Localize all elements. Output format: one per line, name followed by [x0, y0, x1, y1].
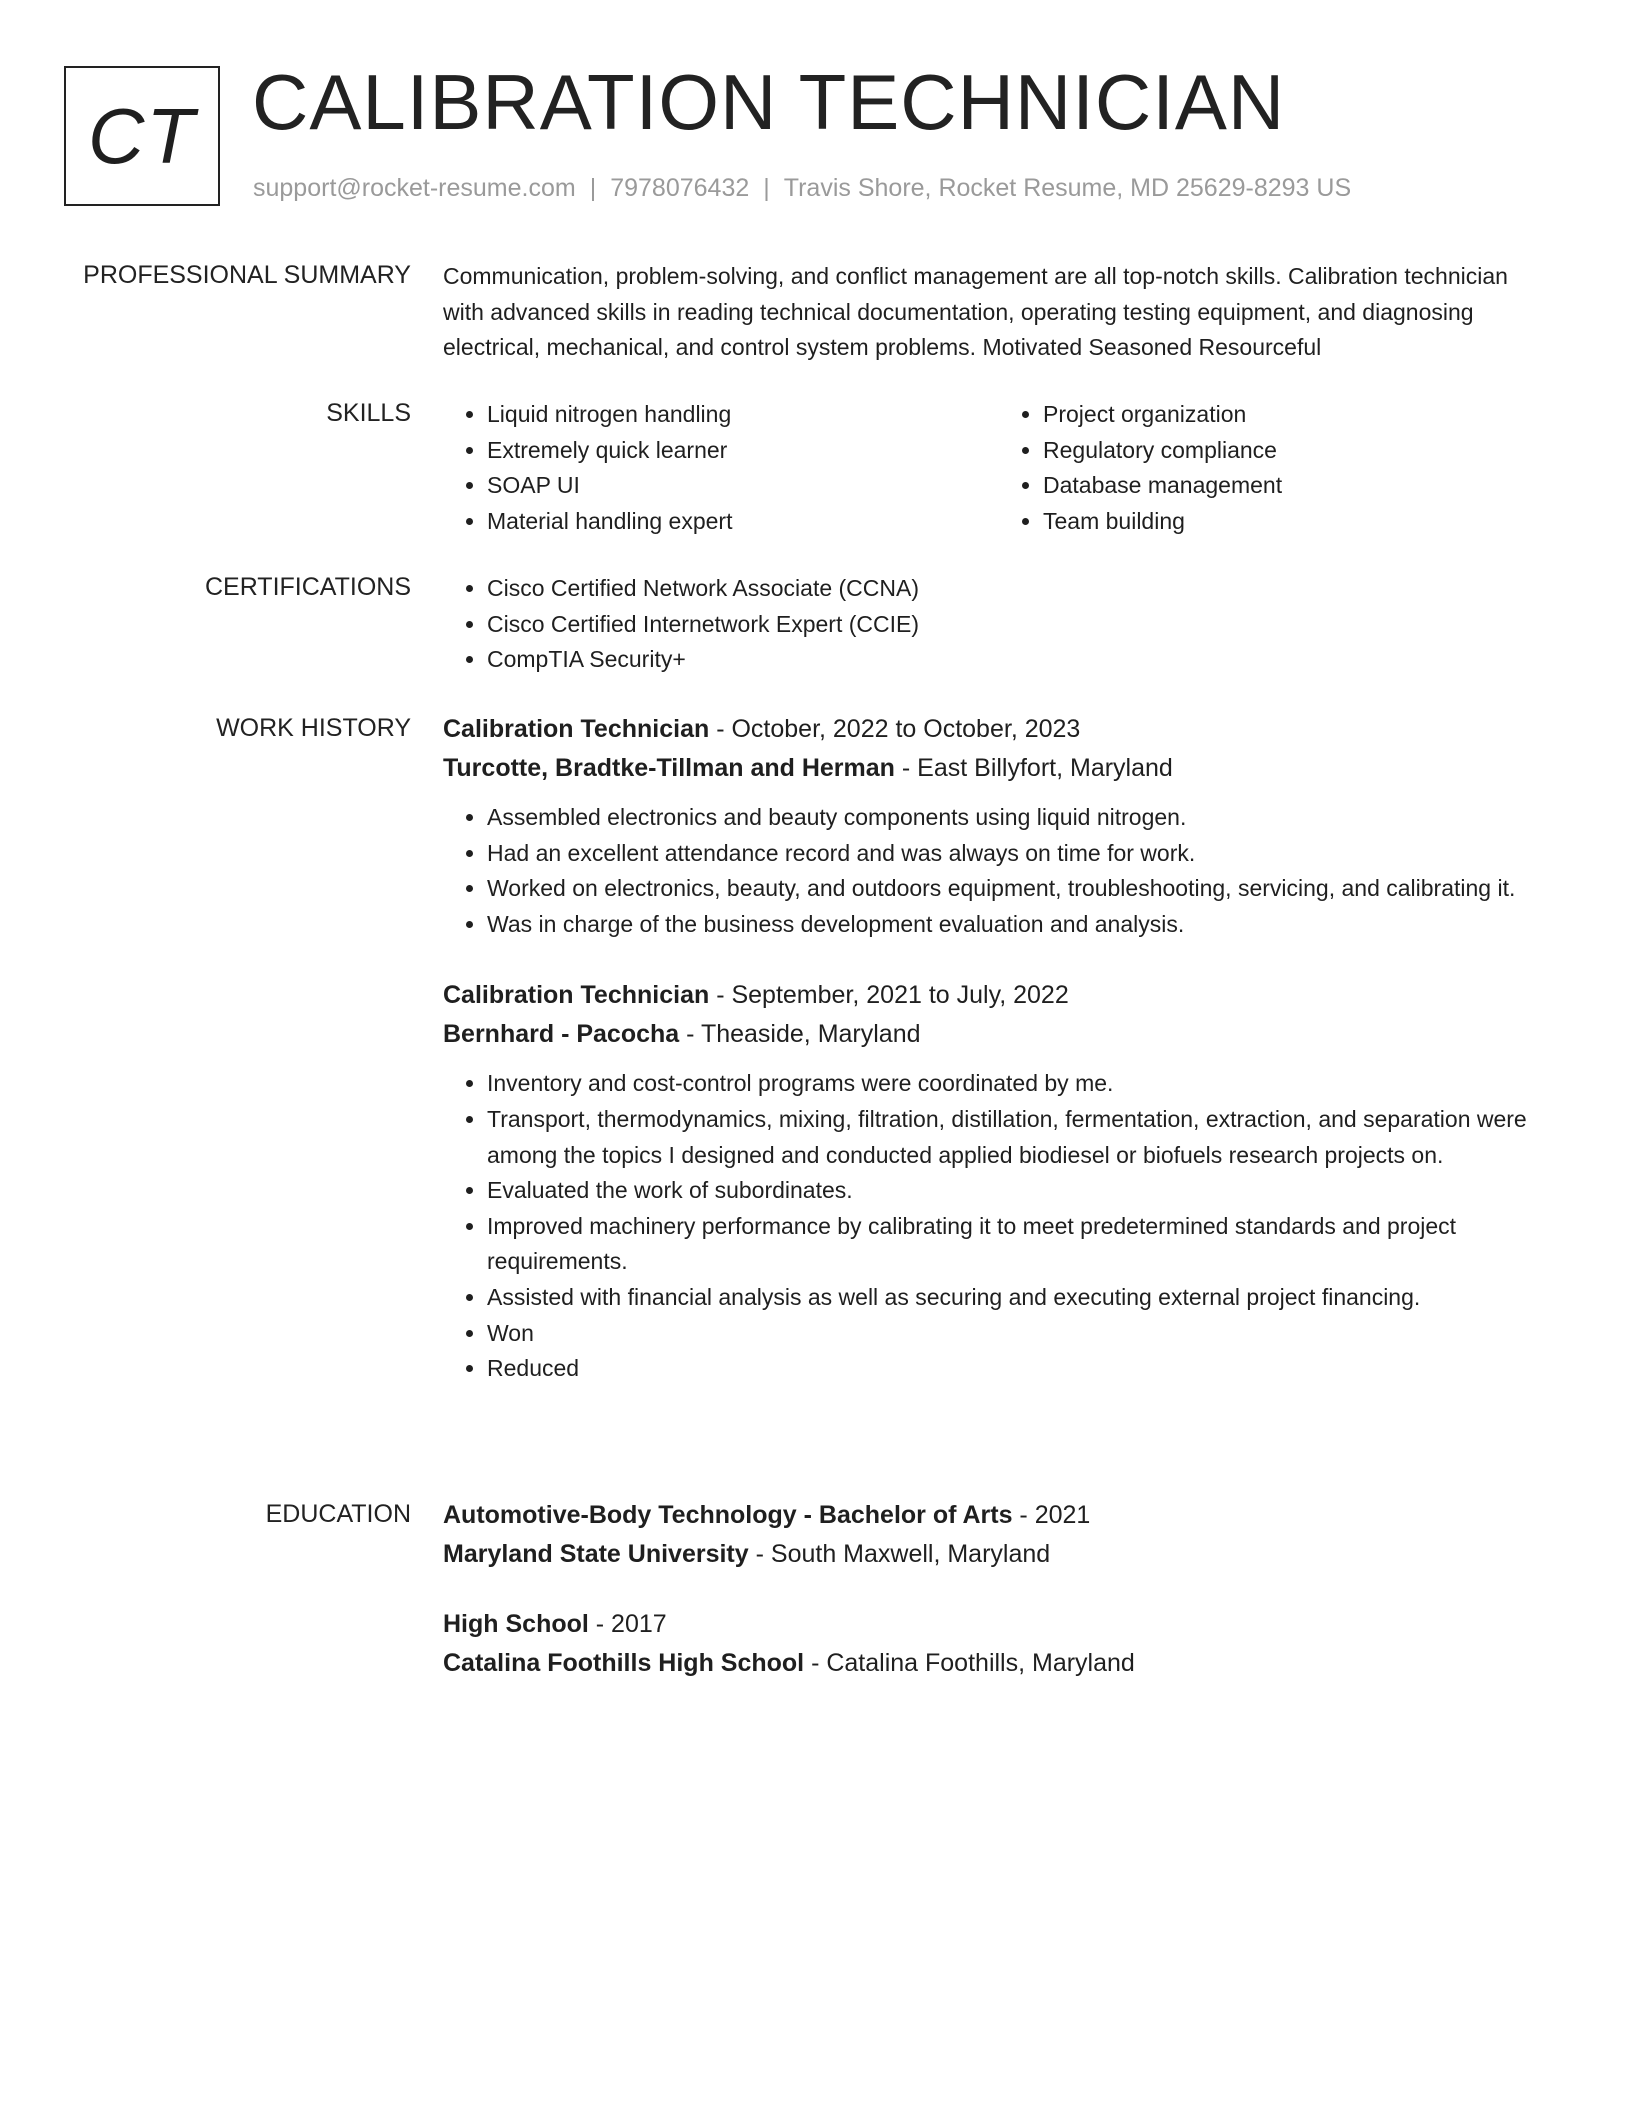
contact-separator: |	[589, 174, 597, 202]
summary-heading: PROFESSIONAL SUMMARY	[83, 261, 411, 289]
summary-text: Communication, problem-solving, and conflict management are all top-notch skills. Calibration technician with advanced skills in reading technical documentation, operating testing equipment, and diagnosing electrical, mechanical, and control system problems. Motivated Seasoned Resourceful	[443, 263, 1508, 361]
job-role: Calibration Technician	[443, 715, 710, 743]
job-duty: • Inventory and cost-control programs were coordinated by me.	[487, 1066, 1555, 1102]
contact-line	[253, 172, 1351, 205]
education-year: - 2021	[1012, 1501, 1091, 1529]
education-degree-line	[443, 1496, 1555, 1535]
skill-item: • Extremely quick learner	[487, 433, 999, 469]
skills-list-right	[999, 397, 1555, 539]
job-role: Calibration Technician	[443, 981, 710, 1010]
education-year: - 2017	[588, 1610, 667, 1638]
monogram-logo: CT	[64, 66, 220, 206]
skill-item: • Database management	[1043, 468, 1555, 504]
job-company: Turcotte, Bradtke-Tillman and Herman	[443, 754, 895, 782]
job-dates: - October, 2022 to October, 2023	[709, 715, 1081, 743]
job-company-line	[443, 1015, 1555, 1054]
skill-item: • SOAP UI	[487, 468, 999, 504]
skill-item: • Project organization	[1043, 397, 1555, 433]
skill-item: • Regulatory compliance	[1043, 433, 1555, 469]
education-school: Catalina Foothills High School	[443, 1649, 805, 1677]
education-degree-line	[443, 1605, 1555, 1644]
education-school-line	[443, 1644, 1555, 1683]
certification-item: • Cisco Certified Network Associate (CCNA)	[487, 571, 1555, 607]
education-degree: High School	[443, 1610, 589, 1638]
job-company: Bernhard - Pacocha	[443, 1020, 680, 1049]
job-dates: - September, 2021 to July, 2022	[709, 981, 1069, 1010]
job-title-line	[443, 976, 1555, 1015]
contact-separator: |	[763, 174, 770, 202]
job-company-line	[443, 749, 1555, 788]
job-duties-list	[443, 1066, 1555, 1386]
education-heading: EDUCATION	[265, 1500, 411, 1528]
certification-item: • Cisco Certified Internetwork Expert (CCIE)	[487, 607, 1555, 643]
skill-item: • Team building	[1043, 504, 1555, 540]
job-entry	[443, 710, 1555, 942]
contact-email[interactable]: support@rocket-resume.com	[253, 174, 576, 202]
contact-address: Travis Shore, Rocket Resume, MD 25629-8293 US	[783, 174, 1352, 202]
job-location: - East Billyfort, Maryland	[894, 754, 1173, 782]
education-degree: Automotive-Body Technology - Bachelor of Arts	[443, 1501, 1013, 1529]
job-duty: • Evaluated the work of subordinates.	[487, 1173, 1555, 1209]
skills-list-left	[443, 397, 999, 539]
job-duty: • Reduced	[487, 1351, 1555, 1387]
job-duty: • Had an excellent attendance record and was always on time for work.	[487, 836, 1555, 872]
job-duty: • Worked on electronics, beauty, and outdoors equipment, troubleshooting, servicing, and calibrating it.	[487, 871, 1555, 907]
job-duty: • Won	[487, 1316, 1555, 1352]
contact-phone[interactable]: 7978076432	[610, 174, 750, 202]
certifications-heading: CERTIFICATIONS	[204, 573, 411, 601]
certifications-list	[443, 571, 1555, 678]
education-entry	[443, 1496, 1555, 1574]
skill-item: • Material handling expert	[487, 504, 999, 540]
certifications-body	[443, 571, 1555, 678]
candidate-name: CALIBRATION TECHNICIAN	[252, 58, 1286, 146]
education-school-line	[443, 1535, 1555, 1574]
education-location: - South Maxwell, Maryland	[748, 1540, 1051, 1568]
job-location: - Theaside, Maryland	[679, 1020, 921, 1049]
education-body	[443, 1496, 1555, 1683]
job-duty: • Assisted with financial analysis as well as securing and executing external project financing.	[487, 1280, 1555, 1316]
job-title-line	[443, 710, 1555, 749]
education-entry	[443, 1605, 1555, 1683]
education-school: Maryland State University	[443, 1540, 749, 1568]
work-history-body	[443, 710, 1555, 1387]
job-duties-list	[443, 800, 1555, 942]
education-location: - Catalina Foothills, Maryland	[804, 1649, 1135, 1677]
job-entry	[443, 976, 1555, 1386]
skills-heading: SKILLS	[326, 399, 411, 427]
skill-item: • Liquid nitrogen handling	[487, 397, 999, 433]
skills-columns	[443, 397, 1555, 539]
job-duty: • Transport, thermodynamics, mixing, filtration, distillation, fermentation, extraction, and separation were among the topics I designed and conducted applied biodiesel or biofuels research projects on.	[487, 1102, 1555, 1173]
job-duty: • Was in charge of the business development evaluation and analysis.	[487, 907, 1555, 943]
work-history-heading: WORK HISTORY	[216, 714, 411, 742]
certification-item: • CompTIA Security+	[487, 642, 1555, 678]
job-duty: • Improved machinery performance by calibrating it to meet predetermined standards and project requirements.	[487, 1209, 1555, 1280]
job-duty: • Assembled electronics and beauty components using liquid nitrogen.	[487, 800, 1555, 836]
